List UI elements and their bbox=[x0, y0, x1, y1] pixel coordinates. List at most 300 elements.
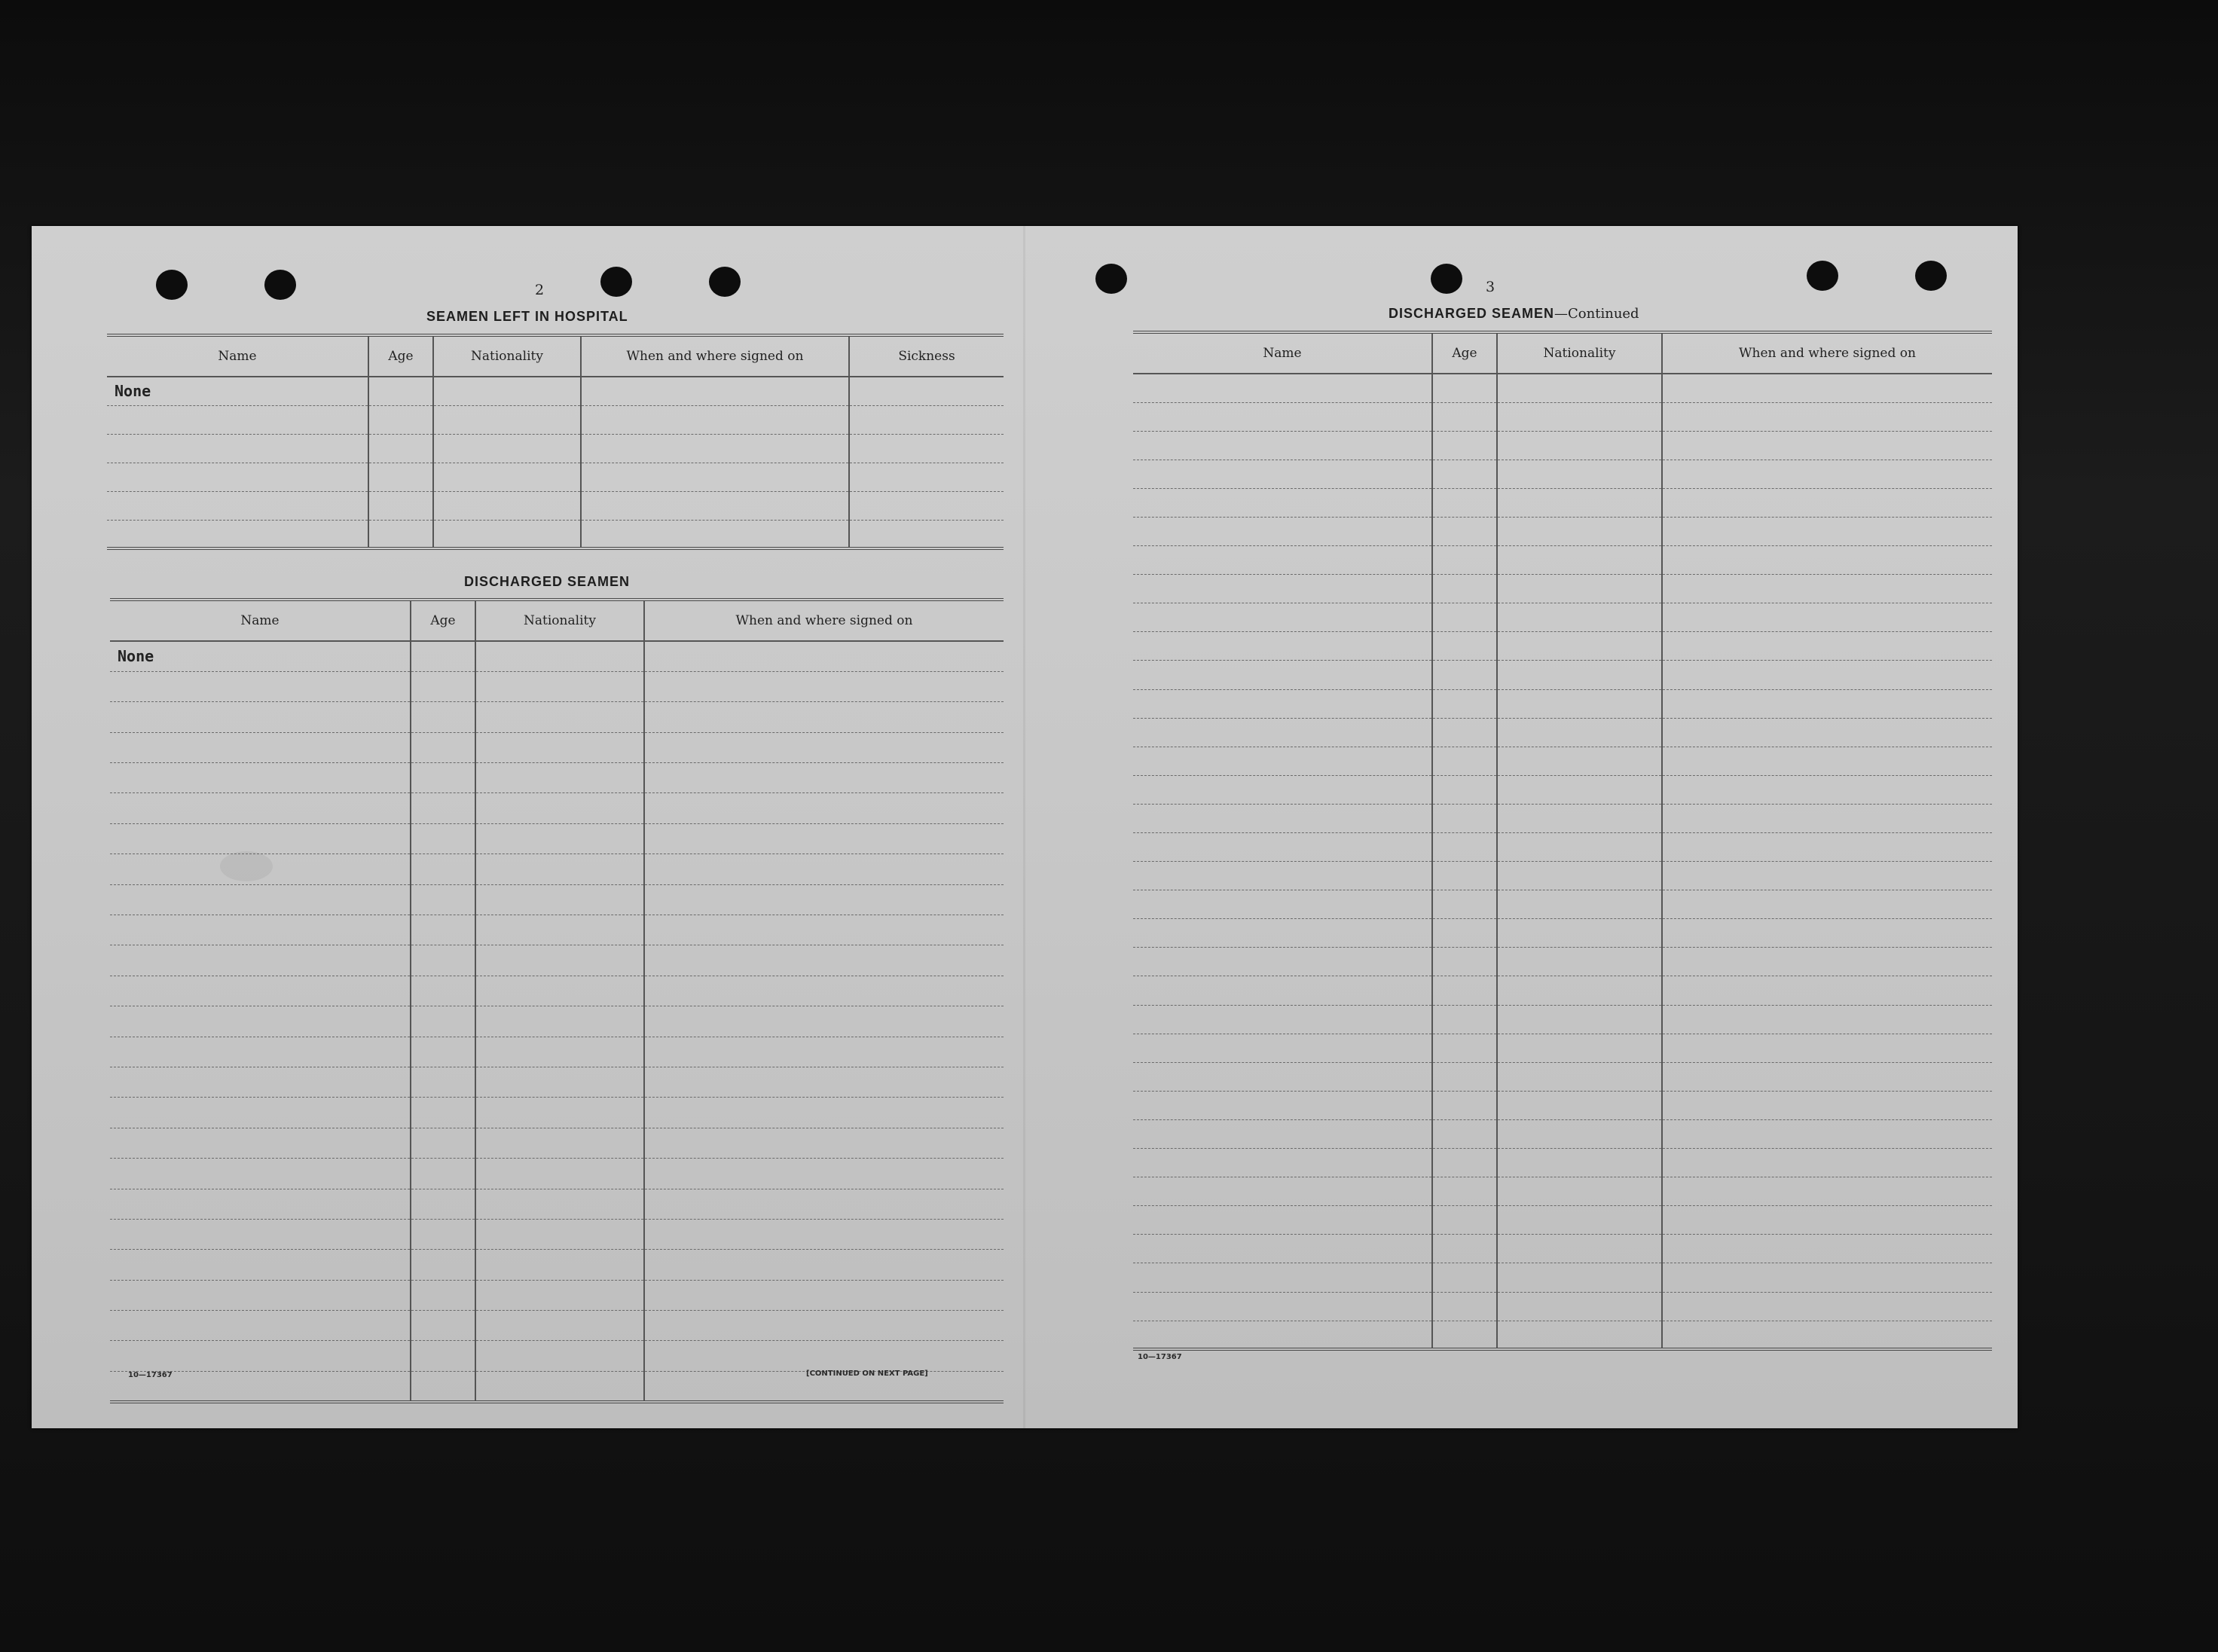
punch-hole bbox=[1095, 264, 1127, 294]
table-cell bbox=[411, 1189, 475, 1219]
table-cell bbox=[1432, 402, 1497, 431]
table-cell bbox=[433, 405, 581, 434]
table-cell bbox=[475, 763, 644, 793]
table-cell bbox=[110, 1280, 411, 1310]
table-cell bbox=[644, 793, 1004, 823]
table-cell bbox=[411, 793, 475, 823]
table-cell bbox=[1432, 546, 1497, 575]
table-cell bbox=[368, 405, 433, 434]
table-cell bbox=[433, 520, 581, 548]
discharged-table-left bbox=[110, 598, 1004, 1403]
hospital-table bbox=[107, 334, 1004, 550]
hospital-header-row bbox=[107, 335, 1004, 377]
table-cell bbox=[411, 641, 475, 671]
table-row bbox=[1133, 661, 1992, 689]
table-cell bbox=[475, 1341, 644, 1371]
table-cell bbox=[1432, 1091, 1497, 1119]
table-cell bbox=[1133, 718, 1432, 747]
table-row bbox=[1133, 833, 1992, 862]
column-header-signed-on: When and where signed on bbox=[644, 600, 1004, 641]
table-row bbox=[1133, 374, 1992, 402]
table-cell bbox=[849, 463, 1004, 491]
table-row bbox=[110, 1159, 1004, 1189]
table-cell bbox=[1497, 775, 1662, 804]
table-cell bbox=[475, 641, 644, 671]
table-cell bbox=[475, 1189, 644, 1219]
table-cell bbox=[1662, 1235, 1992, 1263]
table-row bbox=[110, 976, 1004, 1006]
table-cell bbox=[110, 1159, 411, 1189]
table-cell bbox=[1133, 431, 1432, 460]
table-cell bbox=[368, 491, 433, 520]
table-cell bbox=[1662, 747, 1992, 775]
table-cell bbox=[1662, 632, 1992, 661]
table-cell bbox=[1662, 976, 1992, 1005]
discharged-table-right bbox=[1133, 331, 1992, 1351]
page-number: 2 bbox=[535, 282, 545, 298]
table-cell bbox=[1662, 402, 1992, 431]
table-cell: None bbox=[110, 641, 411, 671]
table-cell bbox=[110, 793, 411, 823]
table-cell bbox=[1133, 948, 1432, 976]
table-cell bbox=[1432, 833, 1497, 862]
table-row bbox=[1133, 460, 1992, 488]
table-cell bbox=[411, 1371, 475, 1401]
table-row bbox=[110, 1311, 1004, 1341]
table-cell bbox=[1432, 804, 1497, 832]
table-cell bbox=[110, 1219, 411, 1249]
table-cell bbox=[1662, 460, 1992, 488]
table-row bbox=[1133, 1005, 1992, 1034]
table-row bbox=[1133, 718, 1992, 747]
table-cell bbox=[1432, 1005, 1497, 1034]
table-cell bbox=[644, 1280, 1004, 1310]
table-row bbox=[1133, 546, 1992, 575]
table-cell bbox=[1662, 948, 1992, 976]
table-cell bbox=[1497, 1263, 1662, 1292]
table-cell bbox=[849, 434, 1004, 463]
table-cell bbox=[475, 671, 644, 701]
table-cell bbox=[1133, 1292, 1432, 1321]
form-number: 10—17367 bbox=[128, 1371, 173, 1379]
table-cell bbox=[1133, 1091, 1432, 1119]
table-row bbox=[110, 641, 1004, 671]
table-cell bbox=[849, 405, 1004, 434]
column-header-nationality: Nationality bbox=[433, 335, 581, 377]
table-cell bbox=[1497, 517, 1662, 545]
table-cell bbox=[1497, 747, 1662, 775]
table-cell bbox=[368, 463, 433, 491]
table-cell bbox=[1432, 775, 1497, 804]
table-row bbox=[1133, 976, 1992, 1005]
punch-hole bbox=[1915, 261, 1947, 291]
table-cell bbox=[1662, 1149, 1992, 1177]
table-cell bbox=[368, 377, 433, 405]
table-row bbox=[1133, 747, 1992, 775]
table-cell bbox=[1497, 632, 1662, 661]
table-row bbox=[110, 1067, 1004, 1097]
table-cell bbox=[1662, 661, 1992, 689]
table-row bbox=[110, 915, 1004, 945]
table-row bbox=[1133, 1263, 1992, 1292]
table-cell bbox=[1662, 1263, 1992, 1292]
table-cell bbox=[110, 1311, 411, 1341]
table-cell bbox=[1497, 1206, 1662, 1235]
table-cell bbox=[411, 1280, 475, 1310]
table-cell bbox=[110, 732, 411, 762]
table-row bbox=[110, 884, 1004, 915]
table-cell bbox=[411, 702, 475, 732]
table-row bbox=[107, 491, 1004, 520]
column-header-name: Name bbox=[1133, 332, 1432, 374]
table-cell bbox=[1432, 718, 1497, 747]
table-cell bbox=[475, 732, 644, 762]
table-cell bbox=[1432, 431, 1497, 460]
table-cell bbox=[1662, 1062, 1992, 1091]
table-cell bbox=[1662, 374, 1992, 402]
table-cell bbox=[1662, 862, 1992, 890]
table-cell bbox=[475, 1067, 644, 1097]
discharged-header-row bbox=[1133, 332, 1992, 374]
table-cell bbox=[1662, 1177, 1992, 1206]
table-cell bbox=[1133, 862, 1432, 890]
table-cell bbox=[475, 945, 644, 976]
punch-hole bbox=[156, 270, 188, 300]
table-cell bbox=[1662, 890, 1992, 919]
table-row bbox=[107, 377, 1004, 405]
table-cell bbox=[644, 1067, 1004, 1097]
table-row bbox=[1133, 919, 1992, 948]
table-cell bbox=[475, 1006, 644, 1037]
table-row bbox=[110, 732, 1004, 762]
table-cell bbox=[411, 1159, 475, 1189]
table-cell bbox=[1497, 890, 1662, 919]
table-cell bbox=[1497, 1119, 1662, 1148]
table-row bbox=[110, 671, 1004, 701]
continued-note: [CONTINUED ON NEXT PAGE] bbox=[806, 1370, 928, 1378]
table-cell bbox=[1133, 632, 1432, 661]
table-cell bbox=[1133, 1149, 1432, 1177]
table-cell bbox=[1662, 1321, 1992, 1349]
table-cell bbox=[1497, 603, 1662, 632]
table-cell bbox=[1432, 1321, 1497, 1349]
table-cell bbox=[1432, 661, 1497, 689]
table-cell bbox=[1432, 488, 1497, 517]
left-page bbox=[32, 226, 1023, 1428]
table-cell bbox=[411, 1250, 475, 1280]
table-cell bbox=[581, 520, 849, 548]
table-row bbox=[110, 1280, 1004, 1310]
table-cell bbox=[644, 763, 1004, 793]
table-row bbox=[110, 1189, 1004, 1219]
punch-hole bbox=[264, 270, 296, 300]
table-row bbox=[110, 793, 1004, 823]
table-cell bbox=[1662, 603, 1992, 632]
table-cell bbox=[411, 884, 475, 915]
table-cell bbox=[1133, 1005, 1432, 1034]
table-cell bbox=[1662, 833, 1992, 862]
hospital-section-title: SEAMEN LEFT IN HOSPITAL bbox=[426, 309, 628, 324]
table-cell bbox=[1432, 603, 1497, 632]
table-cell bbox=[1432, 1235, 1497, 1263]
table-row bbox=[107, 405, 1004, 434]
ledger-sheet bbox=[32, 226, 2018, 1428]
table-cell bbox=[849, 491, 1004, 520]
table-cell bbox=[1497, 1321, 1662, 1349]
table-cell bbox=[1497, 862, 1662, 890]
table-row bbox=[1133, 488, 1992, 517]
table-cell bbox=[1662, 431, 1992, 460]
table-cell bbox=[1133, 402, 1432, 431]
table-cell bbox=[107, 463, 368, 491]
table-cell bbox=[1662, 546, 1992, 575]
table-cell bbox=[110, 1250, 411, 1280]
table-cell bbox=[1497, 431, 1662, 460]
punch-hole bbox=[600, 267, 632, 297]
table-cell bbox=[1432, 1177, 1497, 1206]
table-cell bbox=[110, 945, 411, 976]
table-cell bbox=[1133, 689, 1432, 718]
table-cell bbox=[1133, 1062, 1432, 1091]
table-cell bbox=[644, 1341, 1004, 1371]
title-text: DISCHARGED SEAMEN bbox=[1389, 306, 1555, 321]
table-row bbox=[1133, 603, 1992, 632]
table-cell bbox=[1133, 919, 1432, 948]
table-row bbox=[110, 1128, 1004, 1158]
table-cell bbox=[411, 823, 475, 853]
table-row bbox=[1133, 1235, 1992, 1263]
table-row bbox=[1133, 575, 1992, 603]
table-row bbox=[1133, 689, 1992, 718]
table-cell bbox=[1133, 661, 1432, 689]
table-cell bbox=[411, 763, 475, 793]
punch-hole bbox=[709, 267, 741, 297]
table-cell bbox=[1497, 833, 1662, 862]
table-cell bbox=[107, 520, 368, 548]
right-page bbox=[1026, 226, 2018, 1428]
table-cell bbox=[1497, 488, 1662, 517]
table-cell bbox=[110, 915, 411, 945]
table-cell bbox=[475, 854, 644, 884]
table-cell bbox=[110, 1128, 411, 1158]
table-cell bbox=[1133, 775, 1432, 804]
table-cell bbox=[411, 1037, 475, 1067]
table-cell bbox=[644, 1311, 1004, 1341]
table-cell bbox=[1432, 460, 1497, 488]
table-row bbox=[110, 1341, 1004, 1371]
table-cell bbox=[411, 945, 475, 976]
table-row bbox=[1133, 1119, 1992, 1148]
table-cell bbox=[1133, 460, 1432, 488]
table-cell bbox=[581, 463, 849, 491]
table-cell bbox=[1497, 661, 1662, 689]
table-cell bbox=[475, 1280, 644, 1310]
table-cell bbox=[1133, 1034, 1432, 1062]
table-cell bbox=[1133, 804, 1432, 832]
table-row bbox=[1133, 1034, 1992, 1062]
table-cell bbox=[475, 1128, 644, 1158]
column-header-age: Age bbox=[368, 335, 433, 377]
table-cell bbox=[1432, 374, 1497, 402]
table-cell bbox=[433, 463, 581, 491]
table-cell bbox=[644, 1250, 1004, 1280]
table-cell bbox=[1497, 546, 1662, 575]
table-cell bbox=[1497, 1235, 1662, 1263]
table-cell bbox=[1662, 1292, 1992, 1321]
table-row bbox=[1133, 1206, 1992, 1235]
punch-hole bbox=[1807, 261, 1838, 291]
table-cell bbox=[1497, 976, 1662, 1005]
table-cell bbox=[433, 434, 581, 463]
column-header-age: Age bbox=[1432, 332, 1497, 374]
table-cell bbox=[1432, 1119, 1497, 1148]
table-cell bbox=[1497, 374, 1662, 402]
table-cell bbox=[411, 732, 475, 762]
table-row bbox=[1133, 1091, 1992, 1119]
table-cell bbox=[644, 702, 1004, 732]
table-cell bbox=[475, 793, 644, 823]
table-cell bbox=[1662, 575, 1992, 603]
table-cell bbox=[1432, 1206, 1497, 1235]
table-cell bbox=[1133, 374, 1432, 402]
table-row bbox=[1133, 890, 1992, 919]
table-cell bbox=[644, 854, 1004, 884]
table-cell bbox=[1497, 1034, 1662, 1062]
table-cell bbox=[1432, 948, 1497, 976]
table-cell bbox=[644, 1128, 1004, 1158]
table-cell bbox=[1662, 488, 1992, 517]
table-cell bbox=[475, 702, 644, 732]
table-cell bbox=[1432, 1263, 1497, 1292]
discharged-continued-title bbox=[1389, 306, 1639, 322]
table-cell bbox=[110, 1189, 411, 1219]
table-row bbox=[110, 1219, 1004, 1249]
table-row bbox=[107, 434, 1004, 463]
table-cell bbox=[411, 854, 475, 884]
table-cell bbox=[411, 1128, 475, 1158]
table-row bbox=[1133, 402, 1992, 431]
table-cell bbox=[110, 763, 411, 793]
table-cell bbox=[1662, 919, 1992, 948]
table-cell bbox=[1432, 862, 1497, 890]
table-cell bbox=[1497, 1177, 1662, 1206]
table-cell bbox=[581, 434, 849, 463]
table-cell bbox=[1133, 890, 1432, 919]
table-cell bbox=[433, 491, 581, 520]
table-cell bbox=[1133, 603, 1432, 632]
table-cell bbox=[1432, 1292, 1497, 1321]
table-cell bbox=[1133, 833, 1432, 862]
table-cell bbox=[1497, 460, 1662, 488]
table-cell bbox=[644, 671, 1004, 701]
table-cell bbox=[1432, 689, 1497, 718]
table-cell bbox=[644, 976, 1004, 1006]
table-cell bbox=[1497, 402, 1662, 431]
table-cell bbox=[1497, 1062, 1662, 1091]
form-number: 10—17367 bbox=[1138, 1353, 1182, 1361]
table-cell bbox=[1497, 689, 1662, 718]
column-header-signed-on: When and where signed on bbox=[1662, 332, 1992, 374]
table-cell bbox=[110, 702, 411, 732]
table-cell bbox=[1662, 1091, 1992, 1119]
table-cell bbox=[110, 1067, 411, 1097]
table-cell bbox=[475, 1159, 644, 1189]
table-cell bbox=[110, 1037, 411, 1067]
table-row bbox=[110, 1006, 1004, 1037]
table-cell bbox=[1662, 718, 1992, 747]
table-cell bbox=[411, 1311, 475, 1341]
table-cell bbox=[1662, 1034, 1992, 1062]
table-cell bbox=[411, 976, 475, 1006]
table-cell bbox=[475, 1219, 644, 1249]
table-cell bbox=[1662, 775, 1992, 804]
table-cell bbox=[1662, 1206, 1992, 1235]
table-cell bbox=[1432, 1062, 1497, 1091]
table-cell bbox=[110, 1098, 411, 1128]
table-row bbox=[110, 945, 1004, 976]
table-cell bbox=[1432, 747, 1497, 775]
table-cell bbox=[475, 1250, 644, 1280]
table-cell bbox=[1497, 948, 1662, 976]
table-row bbox=[1133, 517, 1992, 545]
table-cell bbox=[1662, 804, 1992, 832]
table-cell bbox=[1133, 1119, 1432, 1148]
table-cell bbox=[644, 945, 1004, 976]
title-suffix: —Continued bbox=[1554, 306, 1639, 322]
table-cell bbox=[644, 1098, 1004, 1128]
table-row bbox=[1133, 948, 1992, 976]
column-header-nationality: Nationality bbox=[475, 600, 644, 641]
table-cell bbox=[1497, 919, 1662, 948]
table-cell bbox=[110, 1006, 411, 1037]
column-header-signed-on: When and where signed on bbox=[581, 335, 849, 377]
page-number: 3 bbox=[1486, 279, 1495, 295]
table-cell bbox=[411, 1067, 475, 1097]
table-cell bbox=[1662, 1005, 1992, 1034]
punch-hole bbox=[1431, 264, 1462, 294]
table-cell bbox=[644, 1189, 1004, 1219]
table-cell bbox=[411, 1006, 475, 1037]
table-row bbox=[1133, 1149, 1992, 1177]
table-row bbox=[1133, 1292, 1992, 1321]
table-cell bbox=[475, 1371, 644, 1401]
table-cell bbox=[475, 884, 644, 915]
table-cell bbox=[644, 1006, 1004, 1037]
table-cell bbox=[110, 823, 411, 853]
table-cell bbox=[110, 671, 411, 701]
table-cell bbox=[1497, 1091, 1662, 1119]
table-cell bbox=[1432, 1149, 1497, 1177]
table-cell bbox=[644, 732, 1004, 762]
table-cell bbox=[411, 1098, 475, 1128]
column-header-nationality: Nationality bbox=[1497, 332, 1662, 374]
table-row bbox=[1133, 1321, 1992, 1349]
table-cell bbox=[1432, 517, 1497, 545]
table-cell bbox=[475, 915, 644, 945]
table-cell bbox=[1497, 1292, 1662, 1321]
table-cell bbox=[433, 377, 581, 405]
table-row bbox=[110, 1250, 1004, 1280]
table-cell bbox=[411, 1341, 475, 1371]
table-cell bbox=[644, 1219, 1004, 1249]
table-cell bbox=[1133, 1206, 1432, 1235]
table-cell bbox=[475, 823, 644, 853]
table-row bbox=[110, 823, 1004, 853]
table-cell bbox=[644, 1159, 1004, 1189]
table-cell bbox=[1662, 517, 1992, 545]
table-cell bbox=[1133, 1263, 1432, 1292]
table-cell bbox=[368, 520, 433, 548]
